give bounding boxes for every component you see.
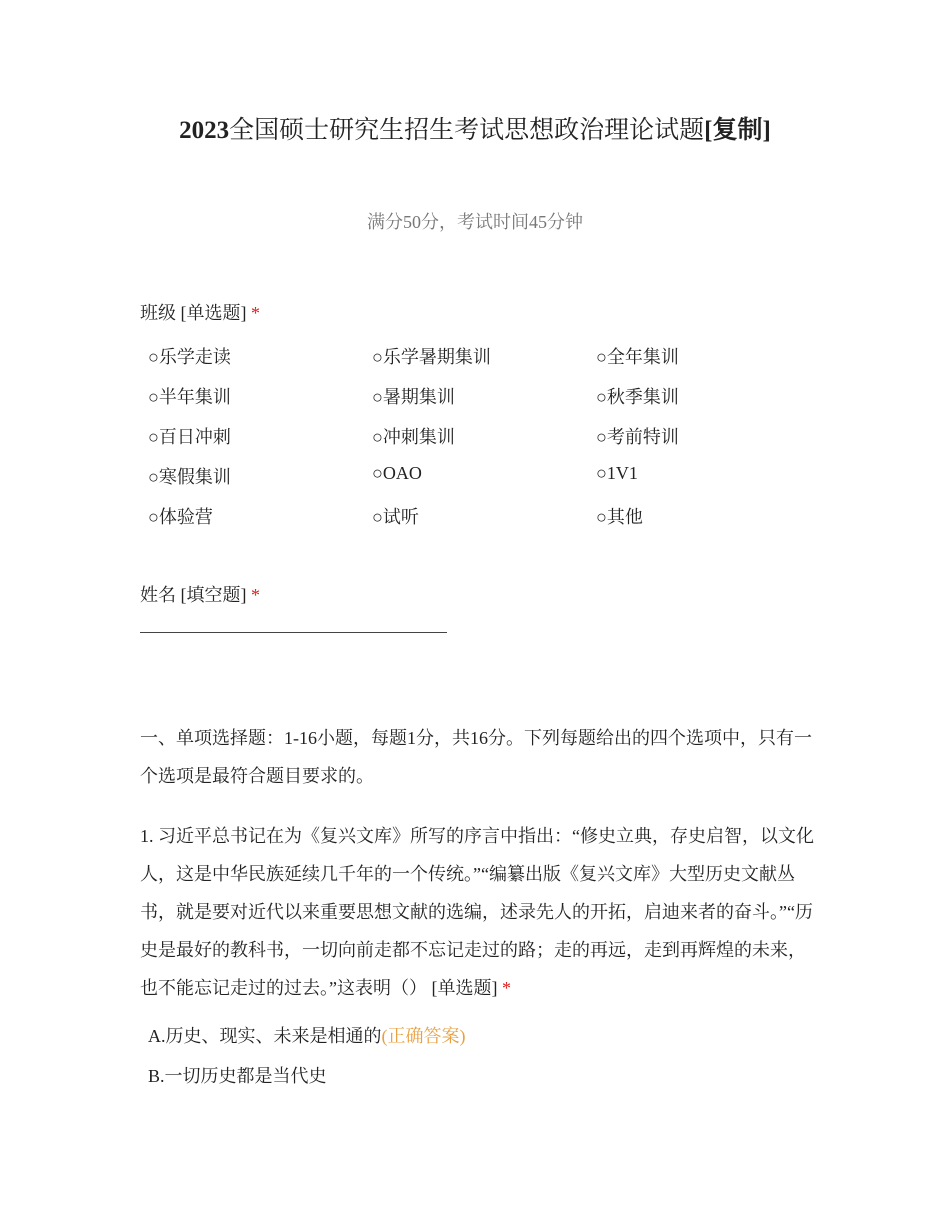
correct-answer-note: (正确答案) — [381, 1026, 466, 1046]
name-question-type: [填空题] — [180, 585, 247, 605]
class-option[interactable]: ○体验营 — [148, 507, 213, 527]
class-option[interactable]: ○1V1 — [596, 463, 638, 483]
answer-option-b-text: B.一切历史都是当代史 — [148, 1066, 327, 1086]
class-option[interactable]: ○寒假集训 — [148, 467, 231, 487]
answer-option-b[interactable] — [148, 1062, 327, 1088]
name-input-line[interactable] — [140, 632, 447, 633]
required-mark: * — [251, 303, 260, 323]
class-option[interactable]: ○全年集训 — [596, 347, 679, 367]
required-mark: * — [251, 585, 260, 605]
required-mark: * — [502, 978, 511, 998]
question-1-text: 1. 习近平总书记在为《复兴文库》所写的序言中指出：“修史立典，存史启智，以文化人，这是中华民族延续几千年的一个传统。”“编纂出版《复兴文库》大型历史文献丛书，就是要对近代以来重要思想文献的选编，述录先人的开拓，启迪来者的奋斗。”“历史是最好的教科书，一切向前走都不忘记走过的路；走的再远，走到再辉煌的未来，也不能忘记走过的过去。”这表明（） — [140, 826, 814, 998]
section-heading: 一、单项选择题：1-16小题，每题1分，共16分。下列每题给出的四个选项中，只有一个选项是最符合题目要求的。 — [140, 728, 812, 786]
title-suffix: [复制] — [704, 117, 771, 144]
question-1-type: [单选题] — [431, 978, 498, 998]
class-option[interactable]: ○暑期集训 — [372, 387, 455, 407]
title-year: 2023 — [179, 117, 230, 144]
class-option[interactable]: ○乐学走读 — [148, 347, 231, 367]
class-option[interactable]: ○试听 — [372, 507, 419, 527]
class-question-label — [140, 299, 260, 325]
class-option[interactable]: ○其他 — [596, 507, 643, 527]
answer-option-a[interactable] — [148, 1022, 466, 1048]
class-option[interactable]: ○秋季集训 — [596, 387, 679, 407]
name-question-label — [140, 581, 260, 607]
class-option[interactable]: ○乐学暑期集训 — [372, 347, 491, 367]
answer-option-a-text: A.历史、现实、未来是相通的 — [148, 1026, 382, 1046]
name-question-title: 姓名 — [140, 585, 176, 605]
class-option[interactable]: ○半年集训 — [148, 387, 231, 407]
class-option[interactable]: ○百日冲刺 — [148, 427, 231, 447]
class-option[interactable]: ○冲刺集训 — [372, 427, 455, 447]
class-option[interactable]: ○考前特训 — [596, 427, 679, 447]
title-text: 全国硕士研究生招生考试思想政治理论试题 — [229, 117, 705, 144]
page-title — [0, 110, 950, 146]
exam-info: 满分50分，考试时间45分钟 — [367, 212, 583, 232]
class-question-type: [单选题] — [180, 303, 247, 323]
class-option[interactable]: ○OAO — [372, 463, 422, 483]
question-1 — [140, 817, 820, 1007]
class-question-title: 班级 — [140, 303, 176, 323]
class-options — [148, 343, 820, 543]
